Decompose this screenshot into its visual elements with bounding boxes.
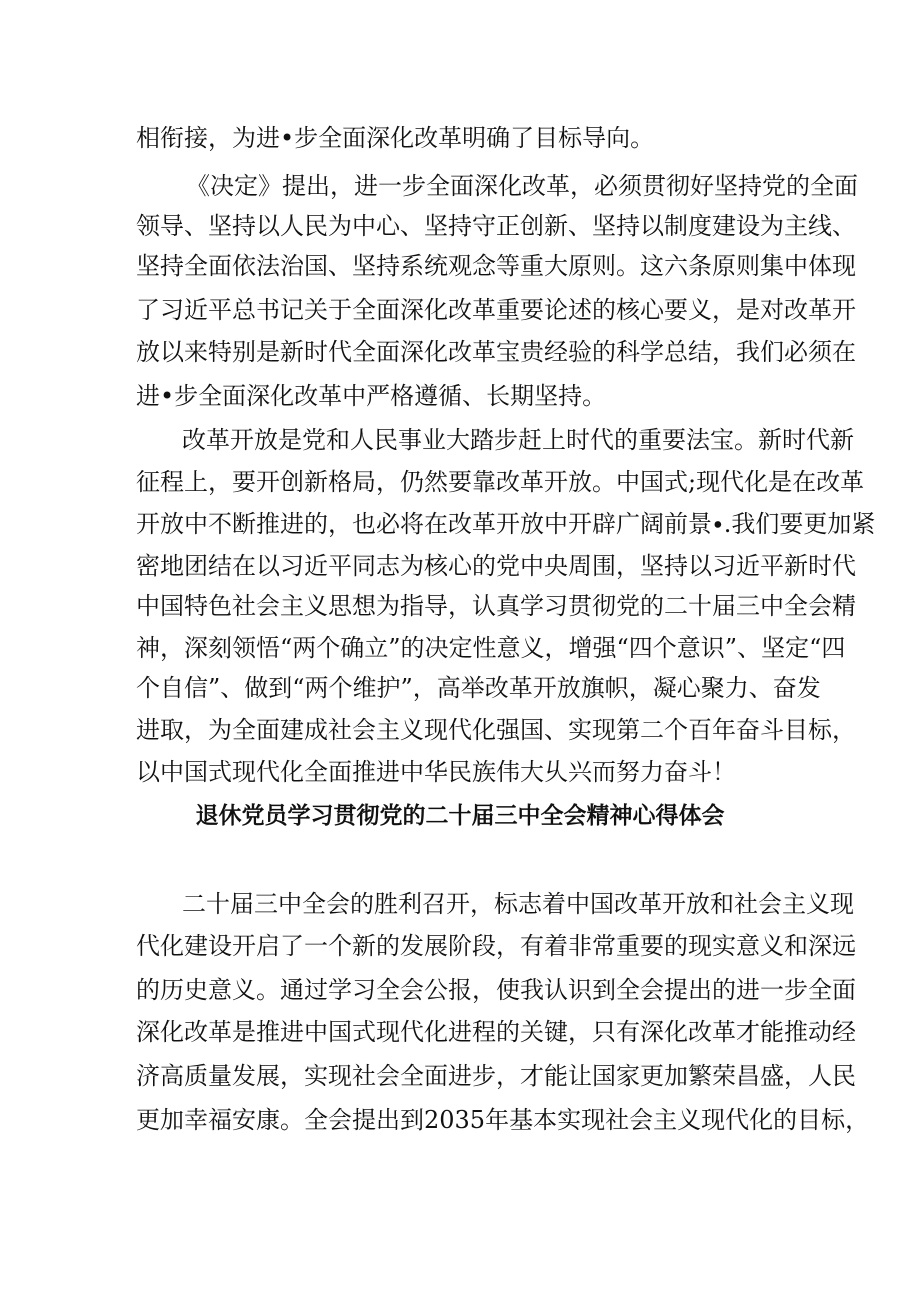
text-line: 了习近平总书记关于全面深化改革重要论述的核心要义，是对改革开 <box>136 296 856 324</box>
text-line: 深化改革是推进中国式现代化进程的关键，只有深化改革才能推动经 <box>136 1018 856 1046</box>
text-line: 的历史意义。通过学习全会公报，使我认识到全会提出的进一步全面 <box>136 976 856 1004</box>
text-line: 领导、坚持以人民为中心、坚持守正创新、坚持以制度建设为主线、 <box>136 212 856 240</box>
text-line: 二十届三中全会的胜利召开，标志着中国改革开放和社会主义现 <box>182 890 854 918</box>
text-line: 相衔接，为进•步全面深化改革明确了目标导向。 <box>136 124 655 152</box>
text-line: 坚持全面依法治国、坚持系统观念等重大原则。这六条原则集中体现 <box>136 252 856 280</box>
text-line: 进取，为全面建成社会主义现代化强国、实现第二个百年奋斗目标， <box>136 716 856 744</box>
text-line: 进•步全面深化改革中严格遵循、长期坚持。 <box>136 382 607 410</box>
text-line: 征程上，要开创新格局，仍然要靠改革开放。中国式;现代化是在改革 <box>136 468 865 496</box>
text-line: 中国特色社会主义思想为指导，认真学习贯彻党的二十届三中全会精 <box>136 592 856 620</box>
section-title: 退休党员学习贯彻党的二十届三中全会精神心得体会 <box>195 803 725 829</box>
text-line: 开放中不断推进的，也必将在改革开放中开辟广阔前景∙.我们要更加紧 <box>136 510 876 538</box>
text-line: 济高质量发展，实现社会全面进步，才能让国家更加繁荣昌盛，人民 <box>136 1062 856 1090</box>
text-line: 代化建设开启了一个新的发展阶段，有着非常重要的现实意义和深远 <box>136 932 856 960</box>
text-line: 以中国式现代化全面推进中华民族伟大乆兴而努力奋斗！ <box>136 758 736 786</box>
text-line: 放以来特别是新时代全面深化改革宝贵经验的科学总结，我们必须在 <box>136 338 856 366</box>
text-line: 密地团结在以习近平同志为核心的党中央周围，坚持以习近平新时代 <box>136 552 856 580</box>
text-line: 神，深刻领悟“两个确立”的决定性意义，增强“四个意识”、坚定“四 <box>136 634 846 662</box>
text-line: 个自信”、做到“两个维护”，高举改革开放旗帜，凝心聚力、奋发 <box>136 674 821 702</box>
text-line: 更加幸福安康。全会提出到2035年基本实现社会主义现代化的目标， <box>136 1106 870 1134</box>
text-line: 改革开放是党和人民事业大踏步赶上时代的重要法宝。新时代新 <box>182 426 854 454</box>
text-line: 《决定》提出，进一步全面深化改革，必须贯彻好坚持党的全面 <box>186 172 858 200</box>
